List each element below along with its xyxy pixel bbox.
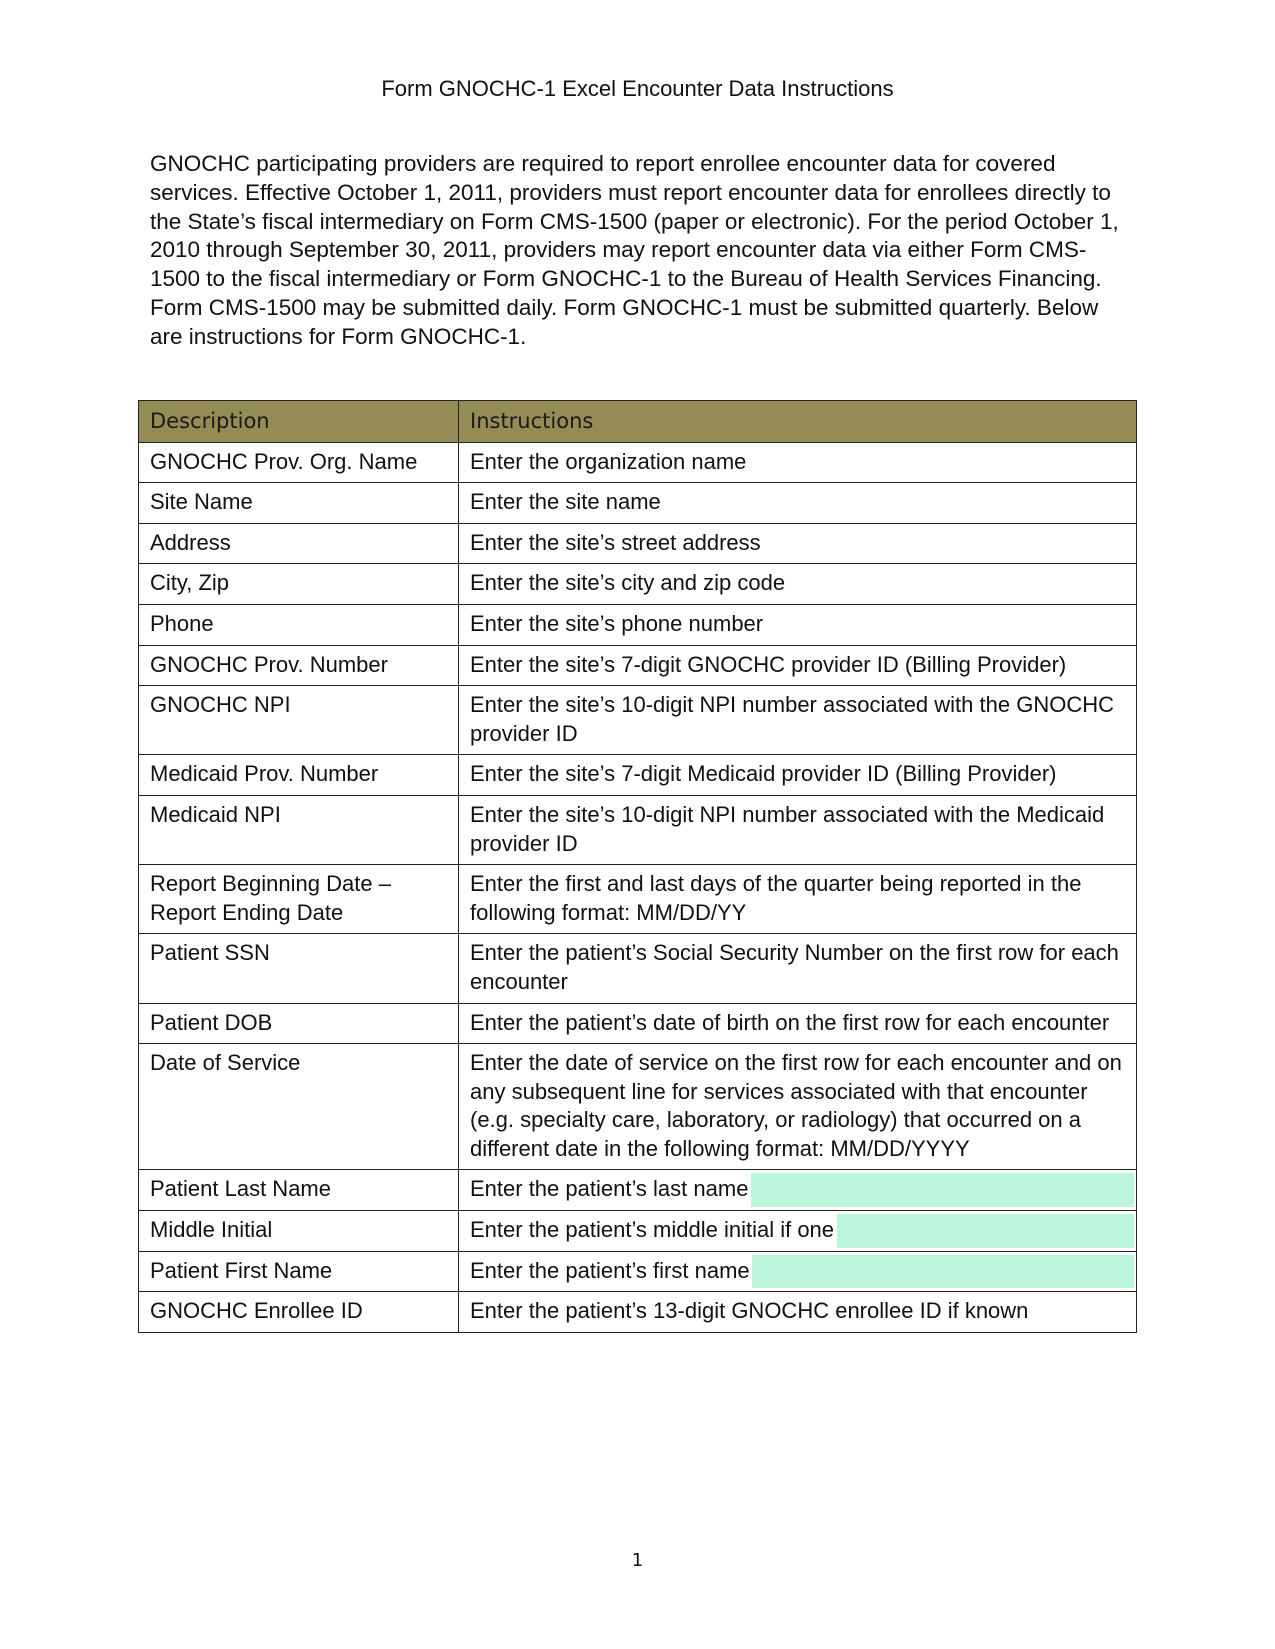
row-instructions: Enter the site’s 10-digit NPI number associated with the GNOCHC provider ID: [459, 686, 1137, 755]
table-row: [139, 1211, 1137, 1252]
row-description: GNOCHC Prov. Number: [139, 645, 459, 686]
table-row: [139, 1003, 1137, 1044]
row-description: GNOCHC Enrollee ID: [139, 1292, 459, 1333]
table-row: [139, 865, 1137, 934]
table-row: [139, 483, 1137, 524]
row-description: Patient DOB: [139, 1003, 459, 1044]
page-title: Form GNOCHC-1 Excel Encounter Data Instructions: [381, 76, 894, 101]
table-row: [139, 1251, 1137, 1292]
instructions-table-container: [138, 400, 1136, 1333]
row-description: Middle Initial: [139, 1211, 459, 1252]
row-instructions-highlighted: [459, 1251, 1137, 1292]
row-description: Medicaid Prov. Number: [139, 755, 459, 796]
row-instructions: Enter the patient’s 13-digit GNOCHC enrollee ID if known: [459, 1292, 1137, 1333]
instructions-table: [138, 400, 1137, 1333]
table-row: [139, 1170, 1137, 1211]
row-description: Medicaid NPI: [139, 795, 459, 864]
row-instructions-highlighted: [459, 1211, 1137, 1252]
row-description: Patient First Name: [139, 1251, 459, 1292]
row-instructions-highlighted: [459, 1170, 1137, 1211]
column-header-instructions: Instructions: [459, 401, 1137, 443]
row-description: Patient Last Name: [139, 1170, 459, 1211]
column-header-description: Description: [139, 401, 459, 443]
row-instructions: Enter the patient’s date of birth on the first row for each encounter: [459, 1003, 1137, 1044]
table-row: [139, 442, 1137, 483]
row-instructions: Enter the patient’s first name: [470, 1257, 750, 1283]
highlight-fill: [837, 1214, 1134, 1248]
row-instructions: Enter the first and last days of the quarter being reported in the following format: MM/DD/YY: [459, 865, 1137, 934]
row-instructions: Enter the patient’s Social Security Number on the first row for each encounter: [459, 934, 1137, 1003]
table-row: [139, 1044, 1137, 1170]
page-number: 1: [631, 1550, 644, 1571]
row-instructions: Enter the site’s 7-digit Medicaid provider ID (Billing Provider): [459, 755, 1137, 796]
row-description: City, Zip: [139, 564, 459, 605]
row-description: Site Name: [139, 483, 459, 524]
row-instructions: Enter the site name: [459, 483, 1137, 524]
row-instructions: Enter the date of service on the first row for each encounter and on any subsequent line for services associated with that encounter (e.g. specialty care, laboratory, or radiology) that occurred on a different date in the following format: MM/DD/YYYY: [459, 1044, 1137, 1170]
row-description: Report Beginning Date – Report Ending Date: [139, 865, 459, 934]
table-row: [139, 645, 1137, 686]
table-row: [139, 795, 1137, 864]
table-row: [139, 755, 1137, 796]
table-row: [139, 523, 1137, 564]
row-instructions: Enter the organization name: [459, 442, 1137, 483]
row-description: GNOCHC NPI: [139, 686, 459, 755]
table-row: [139, 604, 1137, 645]
row-description: GNOCHC Prov. Org. Name: [139, 442, 459, 483]
row-instructions: Enter the site’s 10-digit NPI number associated with the Medicaid provider ID: [459, 795, 1137, 864]
row-instructions: Enter the site’s city and zip code: [459, 564, 1137, 605]
row-description: Date of Service: [139, 1044, 459, 1170]
intro-paragraph: GNOCHC participating providers are required to report enrollee encounter data for covered services. Effective October 1, 2011, providers must report encounter data for enrollees directly to the State’s fiscal intermediary on Form CMS-1500 (paper or electronic). For the period October 1, 2010 through September 30, 2011, providers may report encounter data via either Form CMS-1500 to the fiscal intermediary or Form GNOCHC-1 to the Bureau of Health Services Financing. Form CMS-1500 may be submitted daily. Form GNOCHC-1 must be submitted quarterly. Below are instructions for Form GNOCHC-1.: [150, 151, 1119, 349]
row-instructions: Enter the patient’s last name: [470, 1176, 749, 1202]
row-instructions: Enter the site’s street address: [459, 523, 1137, 564]
row-description: Patient SSN: [139, 934, 459, 1003]
table-row: [139, 934, 1137, 1003]
row-description: Phone: [139, 604, 459, 645]
row-instructions: Enter the site’s phone number: [459, 604, 1137, 645]
row-description: Address: [139, 523, 459, 564]
row-instructions: Enter the site’s 7-digit GNOCHC provider ID (Billing Provider): [459, 645, 1137, 686]
table-row: [139, 686, 1137, 755]
highlight-fill: [752, 1255, 1134, 1289]
table-header-row: [139, 401, 1137, 443]
table-row: [139, 1292, 1137, 1333]
row-instructions: Enter the patient’s middle initial if one: [470, 1217, 835, 1243]
highlight-fill: [751, 1173, 1134, 1207]
table-row: [139, 564, 1137, 605]
